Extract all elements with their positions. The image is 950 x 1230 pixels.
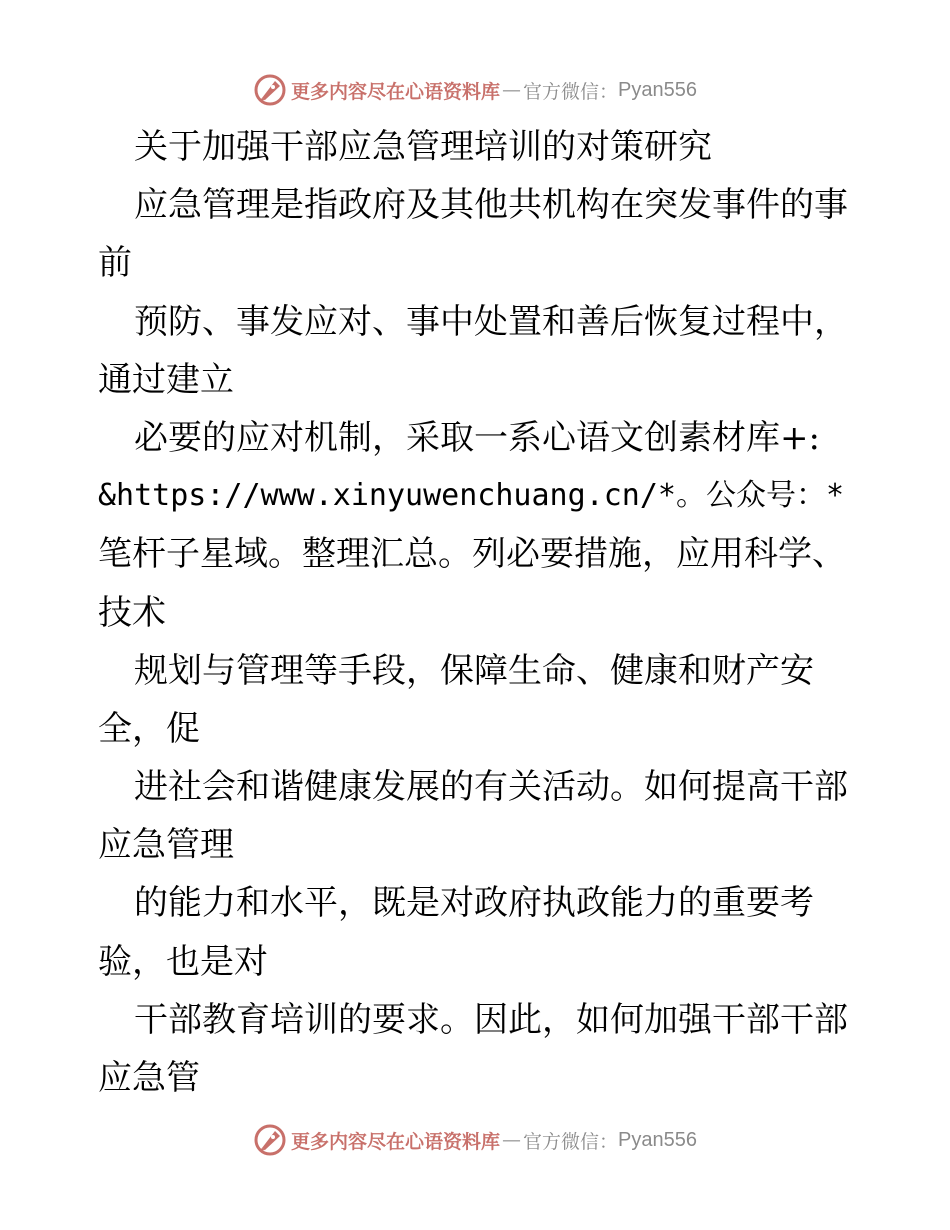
document-title: 关于加强干部应急管理培训的对策研究: [134, 127, 712, 167]
text-line: 进社会和谐健康发展的有关活动。如何提高干部: [134, 767, 848, 808]
header-wechat-id: Pyan556: [618, 78, 697, 101]
header-separator: —: [502, 79, 522, 101]
text-line: 全，促: [98, 708, 200, 749]
text-line: 通过建立: [98, 359, 234, 400]
header-wechat-label: 官方微信：: [523, 80, 619, 103]
document-body: [98, 118, 898, 1107]
text-line: 应急管: [98, 1058, 200, 1098]
text-line: 干部教育培训的要求。因此，如何加强干部干部: [134, 999, 848, 1040]
text-line: 必要的应对机制，采取一系心语文创素材库+:: [134, 417, 820, 458]
text-line: 技术: [98, 592, 166, 633]
footer-separator: —: [502, 1129, 522, 1151]
url-line: &https://www.xinyuwenchuang.cn/*。公众号：*: [98, 478, 845, 514]
footer-watermark: [0, 1120, 950, 1160]
footer-wechat-id: Pyan556: [618, 1128, 697, 1151]
pen-nib-logo-icon: [253, 1123, 287, 1157]
text-line: 验，也是对: [98, 941, 268, 982]
text-line: 应急管理: [98, 825, 234, 866]
header-text: 更多内容尽在心语资料库: [291, 80, 501, 103]
text-line: 预防、事发应对、事中处置和善后恢复过程中，: [134, 301, 848, 342]
pen-nib-logo-icon: [253, 73, 287, 107]
footer-wechat-label: 官方微信：: [523, 1130, 619, 1153]
text-line: 的能力和水平，既是对政府执政能力的重要考: [134, 883, 814, 924]
text-line: 前: [98, 243, 132, 284]
text-line: 规划与管理等手段，保障生命、健康和财产安: [134, 650, 814, 691]
footer-text: 更多内容尽在心语资料库: [291, 1130, 501, 1153]
header-watermark: [0, 70, 950, 110]
text-line: 应急管理是指政府及其他共机构在突发事件的事: [134, 185, 848, 226]
text-line: 笔杆子星域。整理汇总。列必要措施，应用科学、: [98, 534, 846, 575]
